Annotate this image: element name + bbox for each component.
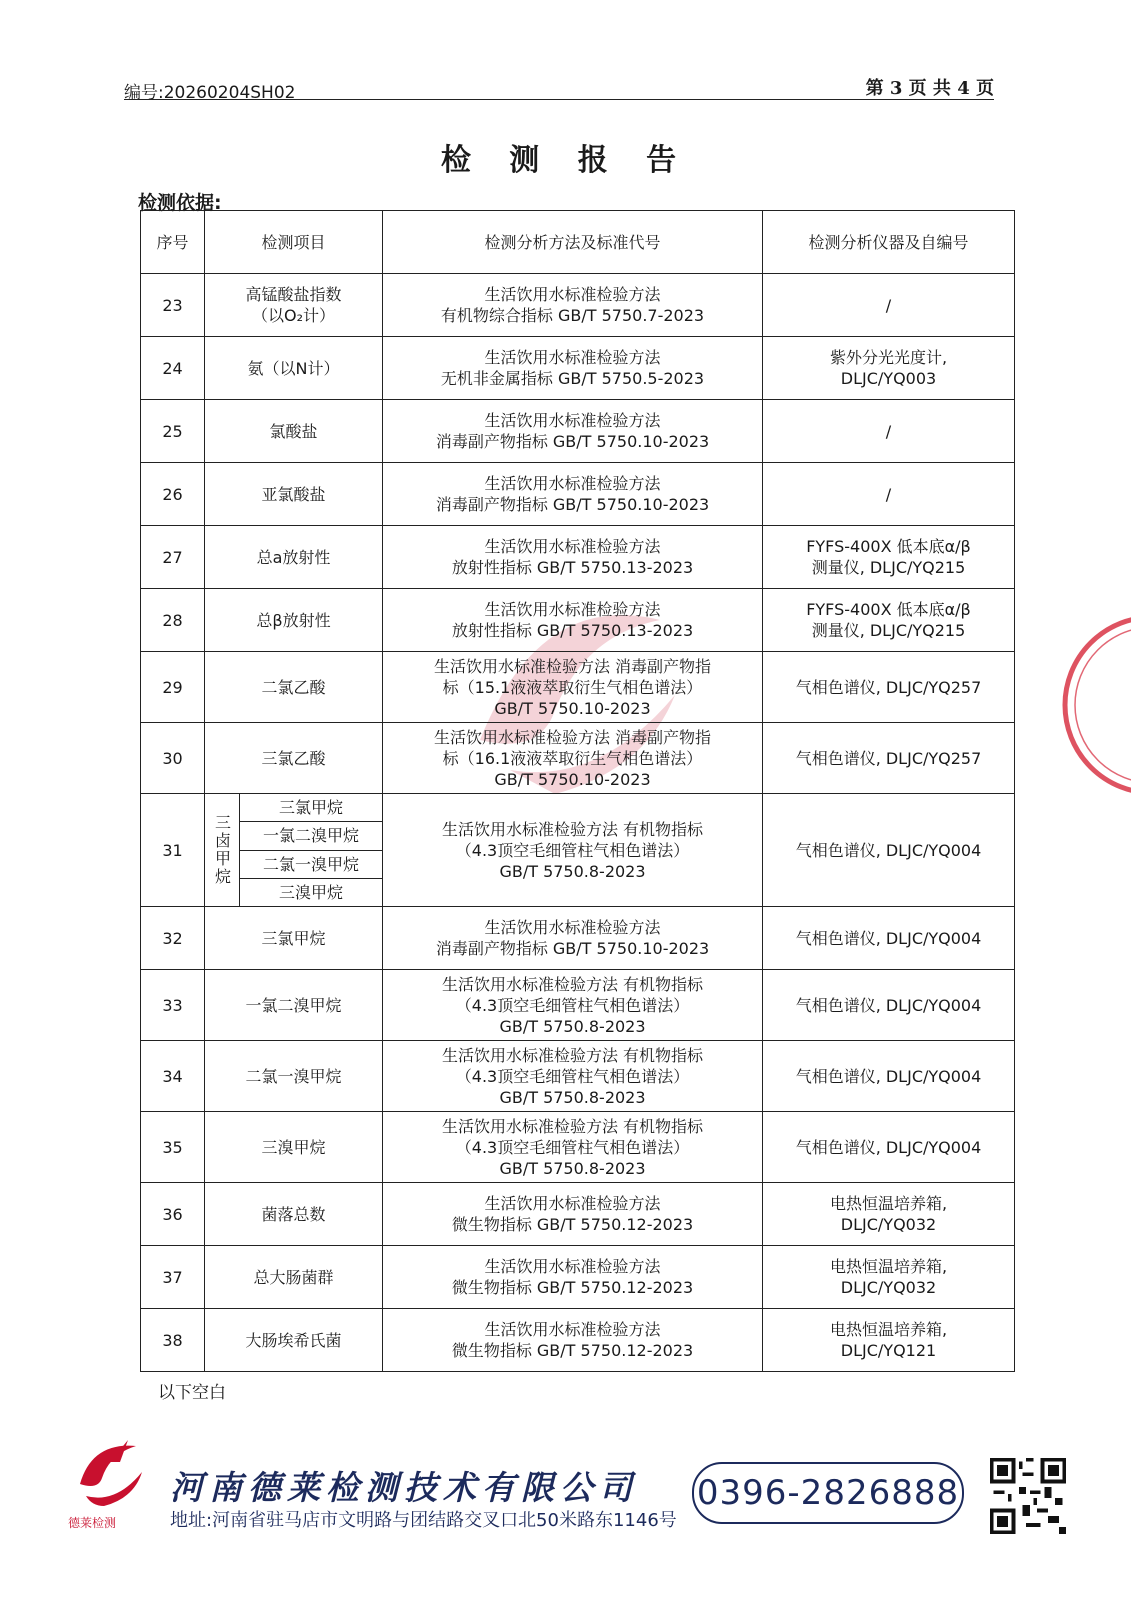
table-row [141, 526, 1015, 589]
cell-method: 生活饮用水标准检验方法 有机物指标 （4.3顶空毛细管柱气相色谱法） GB/T 5750.8-2023 [383, 970, 763, 1041]
table-row [141, 970, 1015, 1041]
cell-method: 生活饮用水标准检验方法 消毒副产物指标 GB/T 5750.10-2023 [383, 907, 763, 970]
cell-instrument: 气相色谱仪, DLJC/YQ257 [763, 723, 1015, 794]
cell-method: 生活饮用水标准检验方法 消毒副产物指标 GB/T 5750.10-2023 [383, 463, 763, 526]
group-label: 三卤甲烷 [205, 794, 240, 906]
phone-badge [692, 1462, 964, 1524]
cell-item: 高锰酸盐指数 （以O₂计） [205, 274, 383, 337]
col-header-instrument: 检测分析仪器及自编号 [763, 211, 1015, 274]
table-row [141, 1309, 1015, 1372]
subitem: 三氯甲烷 [240, 794, 382, 822]
col-header-item: 检测项目 [205, 211, 383, 274]
cell-item: 总β放射性 [205, 589, 383, 652]
cell-instrument: 气相色谱仪, DLJC/YQ257 [763, 652, 1015, 723]
cell-no: 27 [141, 526, 205, 589]
table-row [141, 400, 1015, 463]
cell-no: 38 [141, 1309, 205, 1372]
table-row [141, 652, 1015, 723]
cell-no: 23 [141, 274, 205, 337]
cell-no: 31 [141, 794, 205, 907]
cell-item: 二氯一溴甲烷 [205, 1041, 383, 1112]
cell-instrument: 气相色谱仪, DLJC/YQ004 [763, 970, 1015, 1041]
cell-item: 三氯乙酸 [205, 723, 383, 794]
cell-item: 大肠埃希氏菌 [205, 1309, 383, 1372]
report-number: 编号:20260204SH02 [124, 83, 296, 103]
cell-no: 35 [141, 1112, 205, 1183]
table-row [141, 723, 1015, 794]
cell-method: 生活饮用水标准检验方法 消毒副产物指 标（16.1液液萃取衍生气相色谱法） GB/T 5750.10-2023 [383, 723, 763, 794]
cell-item: 总a放射性 [205, 526, 383, 589]
cell-item-group [205, 794, 383, 907]
cell-method: 生活饮用水标准检验方法 有机物指标 （4.3顶空毛细管柱气相色谱法） GB/T 5750.8-2023 [383, 794, 763, 907]
logo-caption: 德莱检测 [68, 1516, 117, 1530]
table-row [141, 337, 1015, 400]
cell-instrument: 气相色谱仪, DLJC/YQ004 [763, 907, 1015, 970]
subitem: 一氯二溴甲烷 [240, 822, 382, 850]
cell-no: 36 [141, 1183, 205, 1246]
cell-instrument: 电热恒温培养箱, DLJC/YQ032 [763, 1183, 1015, 1246]
cell-method: 生活饮用水标准检验方法 消毒副产物指标 GB/T 5750.10-2023 [383, 400, 763, 463]
table-row [141, 589, 1015, 652]
table-row [141, 907, 1015, 970]
test-basis-table [140, 210, 1015, 1372]
cell-no: 28 [141, 589, 205, 652]
cell-method: 生活饮用水标准检验方法 微生物指标 GB/T 5750.12-2023 [383, 1246, 763, 1309]
subitem: 二氯一溴甲烷 [240, 851, 382, 879]
col-header-method: 检测分析方法及标准代号 [383, 211, 763, 274]
cell-no: 24 [141, 337, 205, 400]
cell-instrument: FYFS-400X 低本底α/β 测量仪, DLJC/YQ215 [763, 526, 1015, 589]
cell-no: 33 [141, 970, 205, 1041]
cell-instrument: 电热恒温培养箱, DLJC/YQ121 [763, 1309, 1015, 1372]
company-logo-icon [70, 1432, 150, 1512]
table-row [141, 1112, 1015, 1183]
blank-below-note: 以下空白 [158, 1383, 226, 1403]
cell-instrument: 电热恒温培养箱, DLJC/YQ032 [763, 1246, 1015, 1309]
header-rule [124, 99, 994, 100]
company-seal-icon [1058, 600, 1131, 810]
cell-no: 34 [141, 1041, 205, 1112]
col-header-no: 序号 [141, 211, 205, 274]
cell-no: 29 [141, 652, 205, 723]
cell-method: 生活饮用水标准检验方法 有机物综合指标 GB/T 5750.7-2023 [383, 274, 763, 337]
cell-instrument: 气相色谱仪, DLJC/YQ004 [763, 1112, 1015, 1183]
cell-item: 亚氯酸盐 [205, 463, 383, 526]
cell-instrument: FYFS-400X 低本底α/β 测量仪, DLJC/YQ215 [763, 589, 1015, 652]
qr-code-icon [990, 1458, 1066, 1534]
cell-method: 生活饮用水标准检验方法 有机物指标 （4.3顶空毛细管柱气相色谱法） GB/T 5750.8-2023 [383, 1041, 763, 1112]
cell-item: 菌落总数 [205, 1183, 383, 1246]
cell-method: 生活饮用水标准检验方法 微生物指标 GB/T 5750.12-2023 [383, 1309, 763, 1372]
cell-no: 25 [141, 400, 205, 463]
cell-no: 26 [141, 463, 205, 526]
table-row [141, 1246, 1015, 1309]
cell-no: 30 [141, 723, 205, 794]
table-row [141, 1041, 1015, 1112]
phone-number: 0396-2826888 [696, 1473, 960, 1513]
cell-method: 生活饮用水标准检验方法 消毒副产物指 标（15.1液液萃取衍生气相色谱法） GB/T 5750.10-2023 [383, 652, 763, 723]
cell-method: 生活饮用水标准检验方法 微生物指标 GB/T 5750.12-2023 [383, 1183, 763, 1246]
cell-instrument: 气相色谱仪, DLJC/YQ004 [763, 794, 1015, 907]
cell-instrument: / [763, 400, 1015, 463]
page-number: 第 3 页 共 4 页 [865, 78, 994, 99]
cell-no: 37 [141, 1246, 205, 1309]
company-name: 河南德莱检测技术有限公司 [170, 1468, 638, 1507]
cell-method: 生活饮用水标准检验方法 放射性指标 GB/T 5750.13-2023 [383, 526, 763, 589]
subitem: 三溴甲烷 [278, 882, 343, 902]
company-address: 地址:河南省驻马店市文明路与团结路交叉口北50米路东1146号 [170, 1510, 677, 1531]
basis-label: 检测依据: [138, 192, 222, 214]
cell-method: 生活饮用水标准检验方法 无机非金属指标 GB/T 5750.5-2023 [383, 337, 763, 400]
cell-instrument: 气相色谱仪, DLJC/YQ004 [763, 1041, 1015, 1112]
cell-item: 氯酸盐 [205, 400, 383, 463]
cell-item: 一氯二溴甲烷 [205, 970, 383, 1041]
cell-item: 氨（以N计） [205, 337, 383, 400]
table-header-row [141, 211, 1015, 274]
cell-instrument: 紫外分光光度计, DLJC/YQ003 [763, 337, 1015, 400]
table-row [141, 1183, 1015, 1246]
cell-instrument: / [763, 274, 1015, 337]
cell-method: 生活饮用水标准检验方法 有机物指标 （4.3顶空毛细管柱气相色谱法） GB/T 5750.8-2023 [383, 1112, 763, 1183]
table-row [141, 274, 1015, 337]
cell-instrument: / [763, 463, 1015, 526]
document-title: 检 测 报 告 [440, 143, 691, 178]
cell-item: 三氯甲烷 [205, 907, 383, 970]
cell-item: 总大肠菌群 [205, 1246, 383, 1309]
cell-item: 二氯乙酸 [205, 652, 383, 723]
cell-method: 生活饮用水标准检验方法 放射性指标 GB/T 5750.13-2023 [383, 589, 763, 652]
cell-item: 三溴甲烷 [205, 1112, 383, 1183]
table-row [141, 463, 1015, 526]
cell-no: 32 [141, 907, 205, 970]
